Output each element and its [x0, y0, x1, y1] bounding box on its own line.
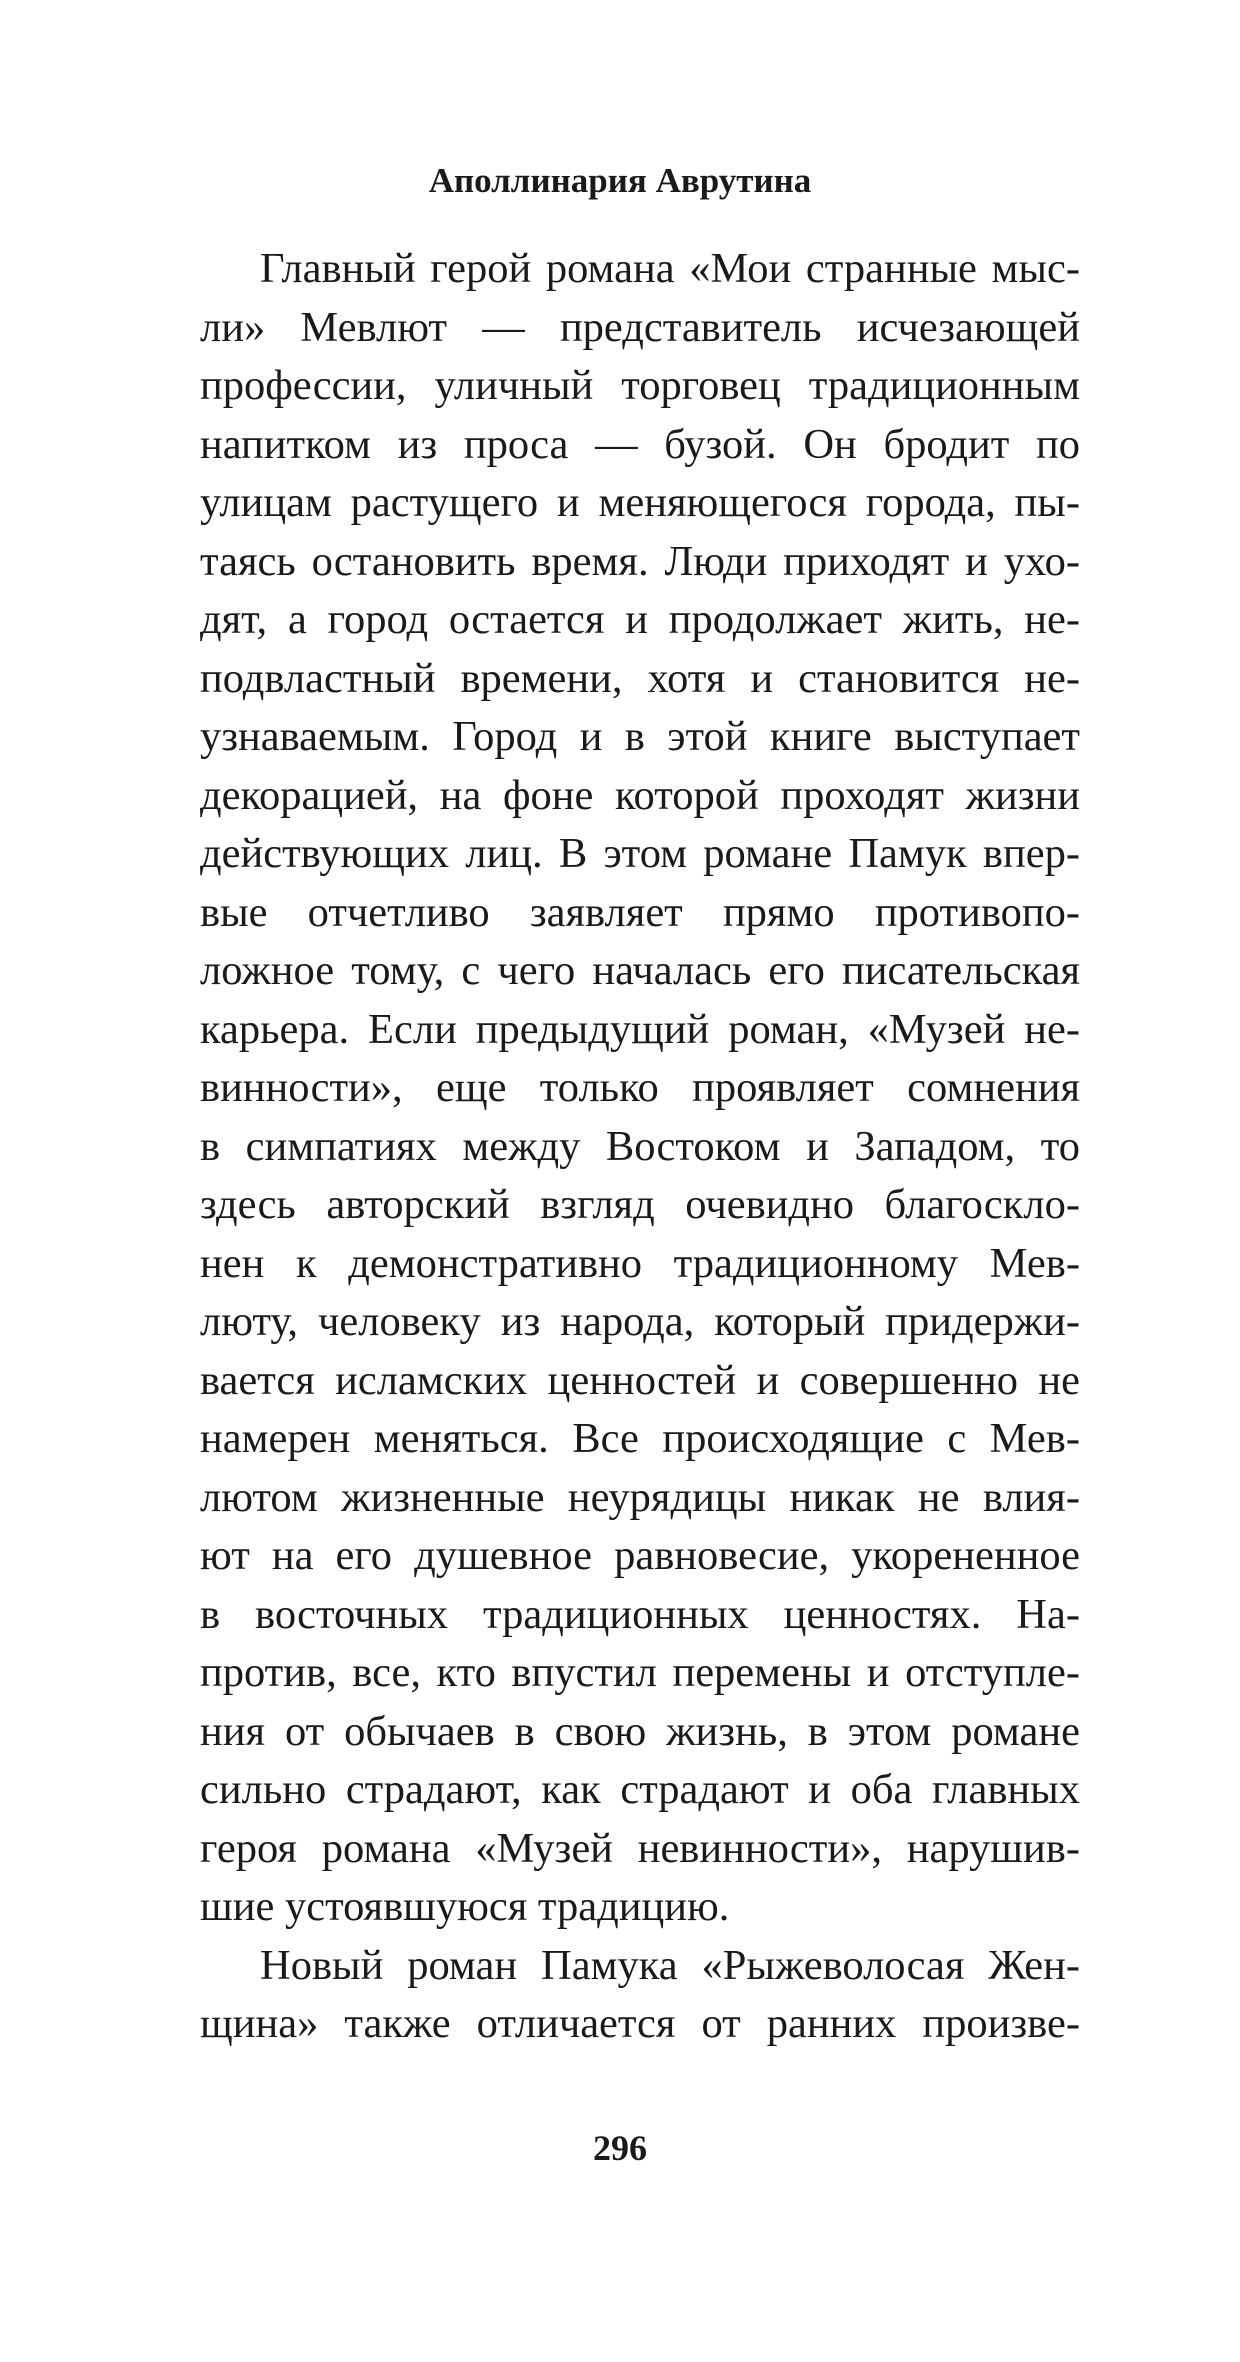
- text-line: шие устоявшуюся традицию.: [200, 1883, 730, 1930]
- text-line: винности», еще только проявляет сомнения: [200, 1064, 1080, 1111]
- text-line: улицам растущего и меняющегося города, пы-: [200, 479, 1080, 526]
- text-line: декорацией, на фоне которой проходят жизни: [200, 771, 1080, 819]
- body-text: [200, 240, 1080, 2054]
- text-line: в восточных традиционных ценностях. На-: [200, 1590, 1080, 1638]
- running-header-author: Аполлинария Аврутина: [428, 161, 812, 200]
- text-line: вается исламских ценностей и совершенно не: [200, 1356, 1080, 1404]
- text-line: действующих лиц. В этом романе Памук впер-: [200, 830, 1080, 877]
- text-line: здесь авторский взгляд очевидно благоскло-: [200, 1181, 1080, 1228]
- text-line: узнаваемым. Город и в этой книге выступает: [200, 713, 1080, 760]
- text-line: ли» Мевлют — представитель исчезающей: [200, 303, 1080, 351]
- text-line: дят, а город остается и продолжает жить, не-: [200, 596, 1080, 643]
- text-line: вые отчетливо заявляет прямо противопо-: [200, 888, 1080, 936]
- text-line: подвластный времени, хотя и становится не-: [200, 654, 1080, 702]
- text-line: напитком из проса — бузой. Он бродит по: [200, 420, 1080, 468]
- text-line: ложное тому, с чего началась его писательская: [200, 947, 1080, 994]
- text-line: профессии, уличный торговец традиционным: [200, 362, 1080, 409]
- text-line: щина» также отличается от ранних произве-: [200, 2000, 1080, 2047]
- text-line: Главный герой романа «Мои странные мыс-: [260, 245, 1080, 292]
- text-line: против, все, кто впустил перемены и отступле-: [200, 1649, 1080, 1696]
- text-line: Новый роман Памука «Рыжеволосая Жен-: [260, 1941, 1080, 1989]
- text-line: нен к демонстративно традиционному Мев-: [200, 1239, 1080, 1287]
- text-line: ют на его душевное равновесие, укорененное: [200, 1532, 1080, 1579]
- text-line: таясь остановить время. Люди приходят и ухо-: [200, 537, 1080, 585]
- text-line: лютом жизненные неурядицы никак не влия-: [200, 1473, 1080, 1521]
- text-line: люту, человеку из народа, который придержи-: [200, 1298, 1080, 1345]
- text-line: ния от обычаев в свою жизнь, в этом романе: [200, 1707, 1080, 1755]
- text-line: карьера. Если предыдущий роман, «Музей не-: [200, 1005, 1080, 1053]
- text-line: сильно страдают, как страдают и оба главных: [200, 1766, 1080, 1813]
- text-line: в симпатиях между Востоком и Западом, то: [200, 1122, 1080, 1170]
- text-line: намерен меняться. Все происходящие с Мев-: [200, 1415, 1080, 1462]
- text-line: героя романа «Музей невинности», нарушив-: [200, 1824, 1080, 1872]
- page-number: 296: [593, 2128, 647, 2168]
